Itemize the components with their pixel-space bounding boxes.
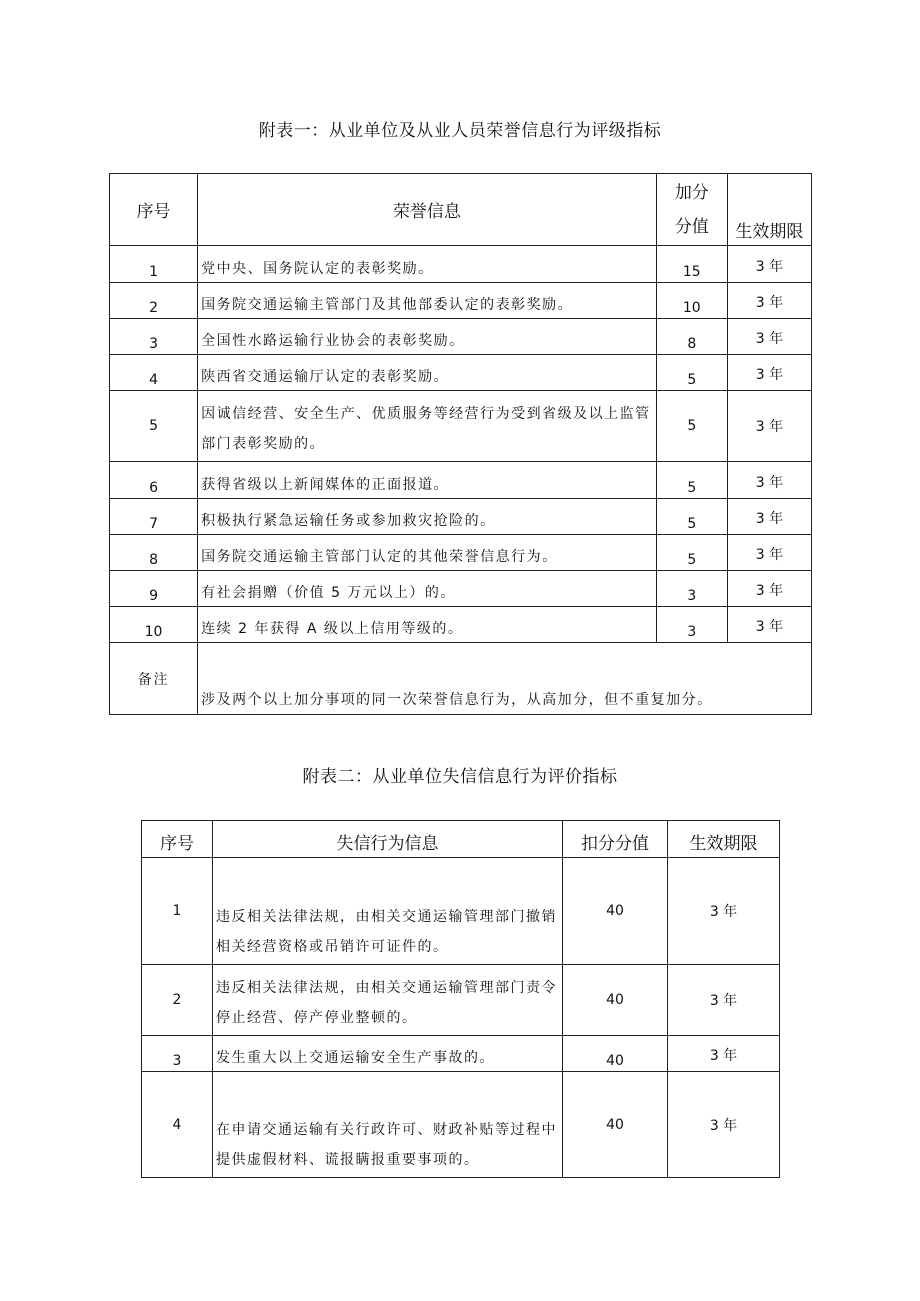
row-period: 3 年: [668, 1036, 780, 1072]
row-info: 在申请交通运输有关行政许可、财政补贴等过程中提供虚假材料、谎报瞒报重要事项的。: [213, 1072, 563, 1178]
row-no: 9: [110, 571, 198, 607]
row-score: 5: [656, 391, 727, 462]
row-no: 8: [110, 535, 198, 571]
table-header-row: [110, 174, 812, 246]
row-no: 10: [110, 607, 198, 643]
row-no: 6: [110, 462, 198, 499]
header-score-line1: 加分: [674, 182, 709, 203]
row-info: 全国性水路运输行业协会的表彰奖励。: [198, 319, 657, 355]
row-info: 违反相关法律法规，由相关交通运输管理部门责令停止经营、停产停业整顿的。: [213, 965, 563, 1036]
row-no: 4: [110, 355, 198, 391]
header-score: [656, 174, 727, 246]
row-no: 5: [110, 391, 198, 462]
table1-title: 附表一：从业单位及从业人员荣誉信息行为评级指标: [258, 121, 662, 141]
row-period: 3 年: [727, 462, 811, 499]
remark-label: 备注: [110, 643, 198, 715]
row-period: 3 年: [668, 1072, 780, 1178]
row-no: 7: [110, 499, 198, 535]
table-row: [110, 462, 812, 499]
table-row: [142, 1072, 780, 1178]
row-no: 3: [142, 1036, 213, 1072]
header-info: 荣誉信息: [198, 174, 657, 246]
row-score: 40: [563, 1036, 668, 1072]
row-period: 3 年: [727, 283, 811, 319]
row-no: 2: [142, 965, 213, 1036]
table-row: [142, 965, 780, 1036]
table-row: [110, 571, 812, 607]
row-info: 国务院交通运输主管部门及其他部委认定的表彰奖励。: [198, 283, 657, 319]
table-row: [110, 355, 812, 391]
header-info: 失信行为信息: [213, 821, 563, 858]
table-row: [110, 535, 812, 571]
table-header-row: [142, 821, 780, 858]
row-score: 3: [656, 607, 727, 643]
remark-text: 涉及两个以上加分事项的同一次荣誉信息行为，从高加分，但不重复加分。: [198, 643, 812, 715]
table-row: [110, 499, 812, 535]
row-score: 40: [563, 1072, 668, 1178]
row-info: 获得省级以上新闻媒体的正面报道。: [198, 462, 657, 499]
row-period: 3 年: [727, 499, 811, 535]
row-no: 3: [110, 319, 198, 355]
row-score: 40: [563, 965, 668, 1036]
row-period: 3 年: [727, 246, 811, 283]
table-row: [142, 858, 780, 965]
row-score: 15: [656, 246, 727, 283]
row-info: 违反相关法律法规，由相关交通运输管理部门撤销相关经营资格或吊销许可证件的。: [213, 858, 563, 965]
dishonesty-table: [141, 820, 780, 1178]
header-no: 序号: [110, 174, 198, 246]
row-period: 3 年: [727, 391, 811, 462]
row-score: 8: [656, 319, 727, 355]
row-info: 因诚信经营、安全生产、优质服务等经营行为受到省级及以上监管部门表彰奖励的。: [198, 391, 657, 462]
row-period: 3 年: [727, 355, 811, 391]
row-score: 5: [656, 535, 727, 571]
row-period: 3 年: [727, 535, 811, 571]
row-score: 40: [563, 858, 668, 965]
row-score: 10: [656, 283, 727, 319]
header-score: 扣分分值: [563, 821, 668, 858]
row-period: 3 年: [727, 319, 811, 355]
honor-table: [109, 173, 812, 715]
table-row: [110, 319, 812, 355]
table-row: [142, 1036, 780, 1072]
header-score-line2: 分值: [674, 216, 709, 237]
row-score: 3: [656, 571, 727, 607]
row-no: 1: [142, 858, 213, 965]
row-info: 国务院交通运输主管部门认定的其他荣誉信息行为。: [198, 535, 657, 571]
table2-title: 附表二：从业单位失信信息行为评价指标: [302, 767, 618, 787]
header-period: 生效期限: [727, 174, 811, 246]
row-info: 连续 2 年获得 A 级以上信用等级的。: [198, 607, 657, 643]
row-period: 3 年: [727, 607, 811, 643]
table-row: [110, 246, 812, 283]
remark-row: [110, 643, 812, 715]
table-row: [110, 607, 812, 643]
header-no: 序号: [142, 821, 213, 858]
row-info: 发生重大以上交通运输安全生产事故的。: [213, 1036, 563, 1072]
row-period: 3 年: [668, 858, 780, 965]
header-period: 生效期限: [668, 821, 780, 858]
row-period: 3 年: [727, 571, 811, 607]
row-no: 2: [110, 283, 198, 319]
row-no: 4: [142, 1072, 213, 1178]
row-period: 3 年: [668, 965, 780, 1036]
table-row: [110, 283, 812, 319]
row-score: 5: [656, 499, 727, 535]
row-score: 5: [656, 355, 727, 391]
row-score: 5: [656, 462, 727, 499]
row-info: 有社会捐赠（价值 5 万元以上）的。: [198, 571, 657, 607]
row-info: 积极执行紧急运输任务或参加救灾抢险的。: [198, 499, 657, 535]
table-row: [110, 391, 812, 462]
row-info: 陕西省交通运输厅认定的表彰奖励。: [198, 355, 657, 391]
row-no: 1: [110, 246, 198, 283]
row-info: 党中央、国务院认定的表彰奖励。: [198, 246, 657, 283]
